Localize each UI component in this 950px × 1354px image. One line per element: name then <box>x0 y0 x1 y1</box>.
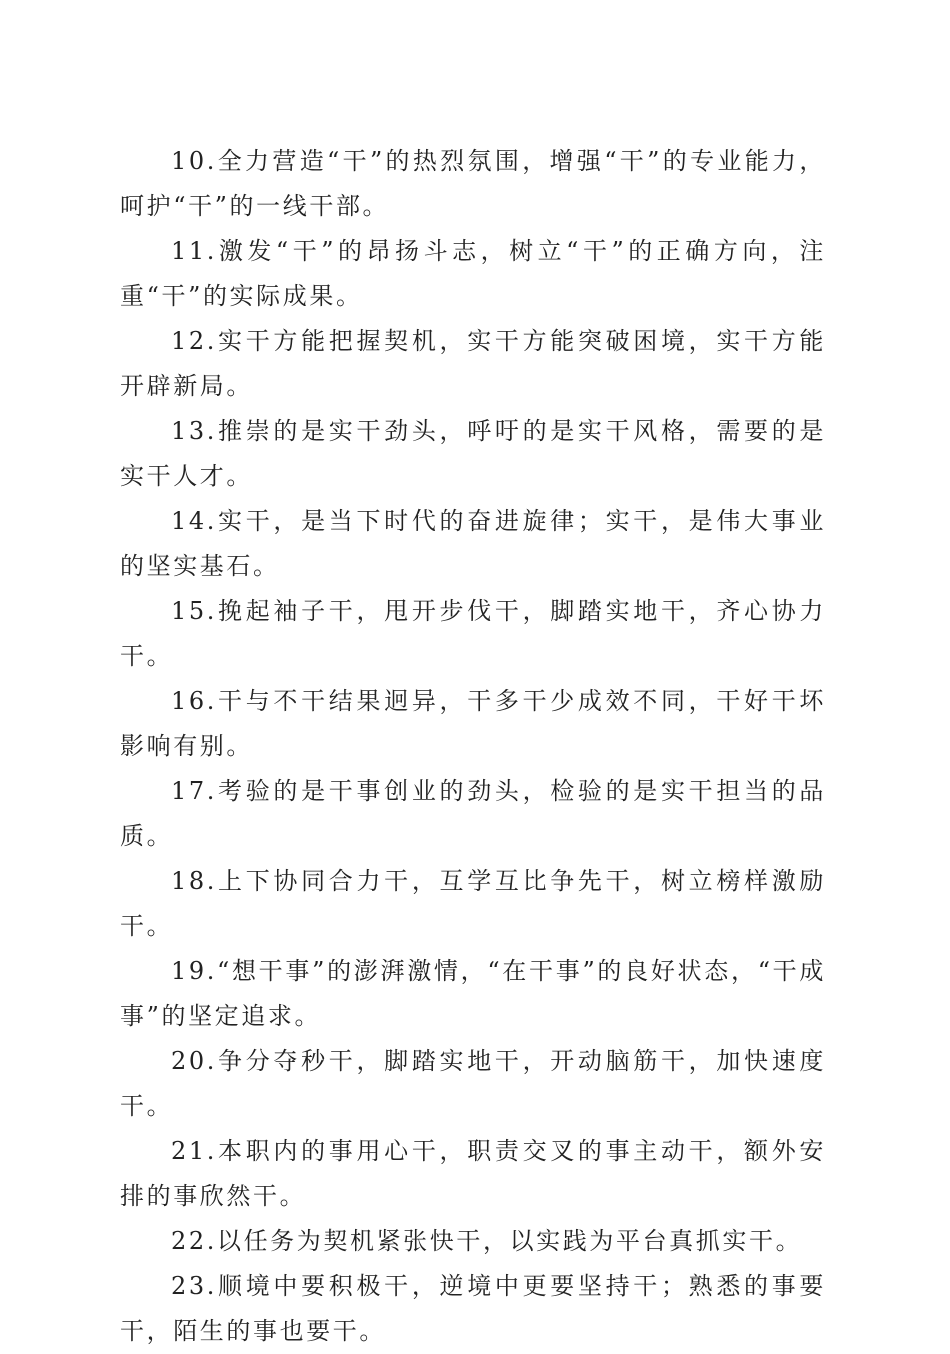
paragraph-17: 17.考验的是干事创业的劲头，检验的是实干担当的品质。 <box>120 777 826 850</box>
paragraph-11: 11.激发“干”的昂扬斗志，树立“干”的正确方向，注重“干”的实际成果。 <box>120 237 826 310</box>
paragraph-12: 12.实干方能把握契机，实干方能突破困境，实干方能开辟新局。 <box>120 327 826 400</box>
paragraph-22: 22.以任务为契机紧张快干，以实践为平台真抓实干。 <box>171 1227 803 1255</box>
paragraph-21: 21.本职内的事用心干，职责交叉的事主动干，额外安排的事欣然干。 <box>120 1137 826 1210</box>
paragraph-19: 19.“想干事”的澎湃激情，“在干事”的良好状态，“干成事”的坚定追求。 <box>120 957 826 1030</box>
paragraph-16: 16.干与不干结果迥异，干多干少成效不同，干好干坏影响有别。 <box>120 687 826 760</box>
paragraph-23: 23.顺境中要积极干，逆境中更要坚持干；熟悉的事要干，陌生的事也要干。 <box>120 1272 826 1345</box>
paragraph-14: 14.实干，是当下时代的奋进旋律；实干，是伟大事业的坚实基石。 <box>120 507 826 580</box>
paragraph-13: 13.推崇的是实干劲头，呼吁的是实干风格，需要的是实干人才。 <box>120 417 826 490</box>
paragraph-15: 15.挽起袖子干，甩开步伐干，脚踏实地干，齐心协力干。 <box>120 597 826 670</box>
document-body <box>120 139 826 1354</box>
paragraph-20: 20.争分夺秒干，脚踏实地干，开动脑筋干，加快速度干。 <box>120 1047 826 1120</box>
paragraph-10: 10.全力营造“干”的热烈氛围，增强“干”的专业能力，呵护“干”的一线干部。 <box>120 147 826 220</box>
paragraph-18: 18.上下协同合力干，互学互比争先干，树立榜样激励干。 <box>120 867 826 940</box>
